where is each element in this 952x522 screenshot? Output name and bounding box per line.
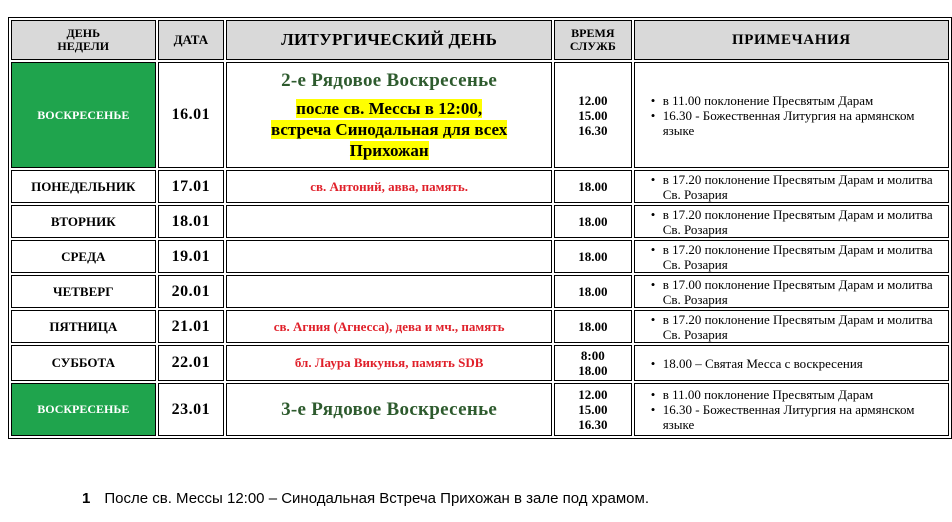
highlight-line: встреча Синодальная для всех — [271, 119, 508, 139]
date-cell: 21.01 — [158, 310, 225, 343]
date-cell: 20.01 — [158, 275, 225, 308]
date-cell: 22.01 — [158, 345, 225, 381]
day-cell: ПЯТНИЦА — [11, 310, 156, 343]
notes-cell — [634, 205, 949, 238]
liturgical-cell — [226, 170, 552, 203]
date-cell: 23.01 — [158, 383, 225, 436]
header-day — [11, 20, 156, 60]
note-item: • в 11.00 поклонение Пресвятым Дарам — [663, 387, 944, 402]
liturgical-cell — [226, 310, 552, 343]
header-time-line2: СЛУЖБ — [569, 39, 616, 53]
header-day-line1: ДЕНЬ — [66, 26, 101, 40]
feast-label: бл. Лаура Викунья, память SDB — [294, 355, 484, 370]
footnote-number: 1 — [82, 490, 91, 507]
notes-cell — [634, 310, 949, 343]
time-cell: 18.00 — [554, 310, 632, 343]
time-cell — [554, 62, 632, 168]
table-row — [11, 62, 949, 168]
header-day-line2: НЕДЕЛИ — [57, 39, 110, 53]
feast-label: св. Агния (Агнесса), дева и мч., память — [273, 318, 505, 334]
liturgical-cell — [226, 205, 552, 238]
notes-cell — [634, 275, 949, 308]
day-cell: СРЕДА — [11, 240, 156, 273]
notes-cell — [634, 240, 949, 273]
date-cell: 19.01 — [158, 240, 225, 273]
liturgical-cell — [226, 240, 552, 273]
note-item: • 16.30 - Божественная Литургия на армянском языке — [663, 108, 944, 138]
time-cell — [554, 383, 632, 436]
note-item: • в 17.00 поклонение Пресвятым Дарам и молитва Св. Розария — [663, 277, 944, 307]
service-time: 16.30 — [578, 122, 608, 138]
header-liturgical-day: ЛИТУРГИЧЕСКИЙ ДЕНЬ — [226, 20, 552, 60]
header-time-line1: ВРЕМЯ — [571, 26, 615, 40]
day-cell: ПОНЕДЕЛЬНИК — [11, 170, 156, 203]
service-time: 18.00 — [578, 363, 608, 378]
note-item: • в 17.20 поклонение Пресвятым Дарам и молитва Св. Розария — [663, 207, 944, 237]
service-time: 16.30 — [578, 417, 608, 432]
note-item: • в 17.20 поклонение Пресвятым Дарам и молитва Св. Розария — [663, 242, 944, 272]
time-cell: 18.00 — [554, 275, 632, 308]
service-time: 15.00 — [578, 107, 608, 123]
time-cell: 18.00 — [554, 240, 632, 273]
table-row — [11, 383, 949, 436]
feast-label: св. Антоний, авва, память. — [310, 178, 469, 194]
table-row — [11, 275, 949, 308]
note-item: • в 17.20 поклонение Пресвятым Дарам и молитва Св. Розария — [663, 172, 944, 202]
sunday-title: 3-е Рядовое Воскресенье — [281, 398, 498, 420]
liturgical-cell — [226, 345, 552, 381]
note-item: • в 17.20 поклонение Пресвятым Дарам и молитва Св. Розария — [663, 312, 944, 342]
time-cell — [554, 345, 632, 381]
footnote — [82, 490, 649, 507]
table-row — [11, 345, 949, 381]
time-cell: 18.00 — [554, 170, 632, 203]
sunday-title: 2-е Рядовое Воскресенье — [281, 69, 498, 91]
table-row — [11, 240, 949, 273]
time-cell: 18.00 — [554, 205, 632, 238]
table-row — [11, 170, 949, 203]
highlight-line: Прихожан — [349, 140, 429, 160]
date-cell: 17.01 — [158, 170, 225, 203]
service-time: 8:00 — [580, 348, 605, 363]
header-date: ДАТА — [158, 20, 225, 60]
notes-cell — [634, 170, 949, 203]
day-cell: ВТОРНИК — [11, 205, 156, 238]
day-cell: СУББОТА — [11, 345, 156, 381]
notes-cell — [634, 383, 949, 436]
service-time: 15.00 — [578, 402, 608, 417]
note-item: • в 11.00 поклонение Пресвятым Дарам — [663, 93, 944, 108]
note-item: • 16.30 - Божественная Литургия на армянском языке — [663, 402, 944, 432]
header-row — [11, 20, 949, 60]
liturgical-cell — [226, 62, 552, 168]
schedule-table — [8, 17, 952, 439]
liturgical-cell — [226, 275, 552, 308]
date-cell: 16.01 — [158, 62, 225, 168]
service-time: 12.00 — [578, 387, 608, 402]
service-time: 12.00 — [578, 92, 608, 108]
highlight-line: после св. Мессы в 12:00, — [296, 98, 483, 118]
notes-cell — [634, 345, 949, 381]
notes-cell — [634, 62, 949, 168]
footnote-text: После св. Мессы 12:00 – Синодальная Встреча Прихожан в зале под храмом. — [104, 490, 650, 507]
note-item: • 18.00 – Святая Месса с воскресения — [663, 356, 944, 371]
table-row — [11, 310, 949, 343]
header-time — [554, 20, 632, 60]
date-cell: 18.01 — [158, 205, 225, 238]
table-row — [11, 205, 949, 238]
day-cell: ЧЕТВЕРГ — [11, 275, 156, 308]
liturgical-cell — [226, 383, 552, 436]
header-notes: ПРИМЕЧАНИЯ — [634, 20, 949, 60]
day-cell: ВОСКРЕСЕНЬЕ — [11, 62, 156, 168]
day-cell: ВОСКРЕСЕНЬЕ — [11, 383, 156, 436]
